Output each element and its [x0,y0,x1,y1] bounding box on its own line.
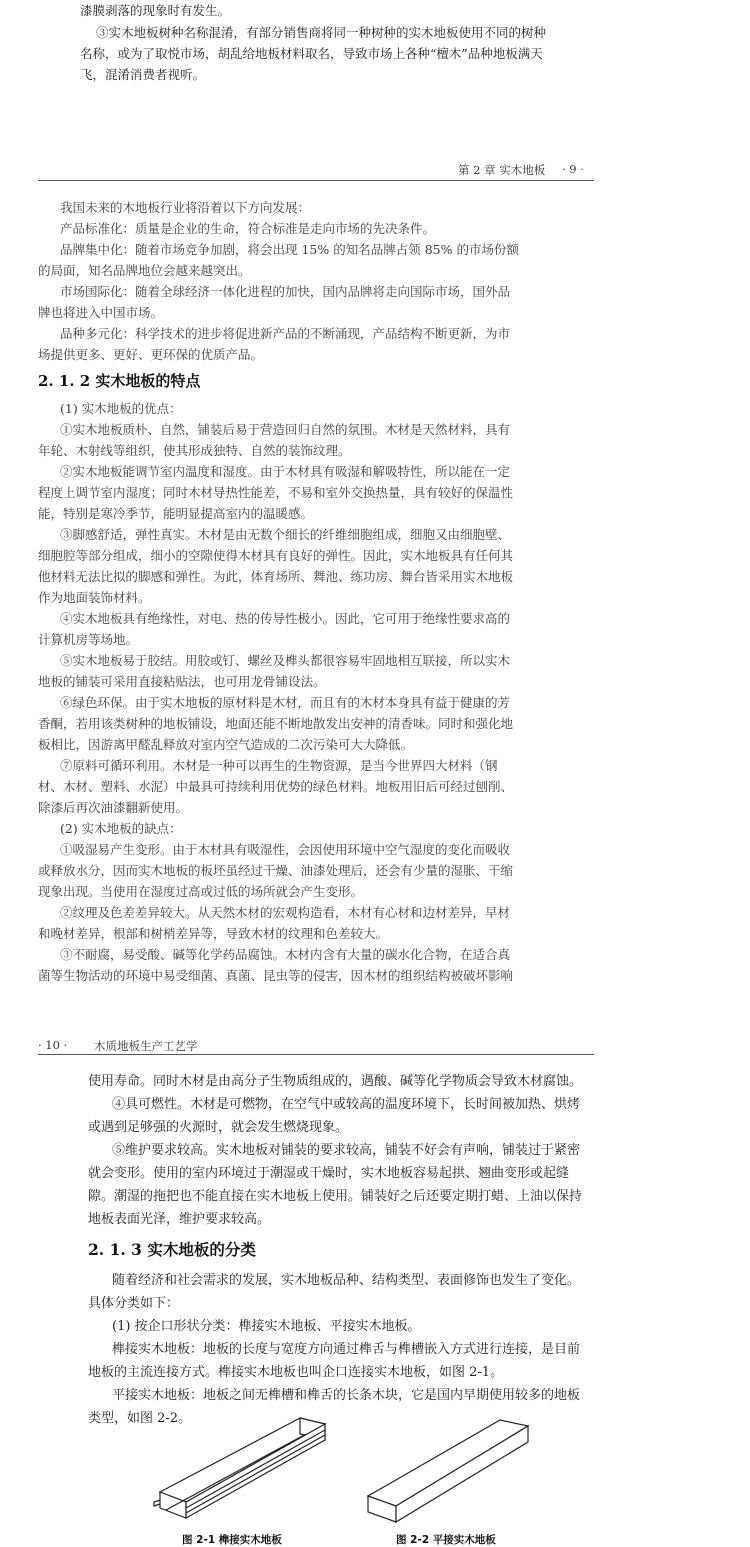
text-line: 随着经济和社会需求的发展，实木地板品种、结构类型、表面修饰也发生了变化。 [112,1273,581,1288]
section-heading: 2. 1. 2 实木地板的特点 [38,372,201,390]
header-rule [38,1054,594,1055]
running-header-chapter: 第 2 章 实木地板 [458,163,546,177]
text-line: 榫接实木地板：地板的长度与宽度方向通过榫舌与榫槽嵌入方式进行连接，是目前 [112,1342,581,1357]
text-line: ⑤实木地板易于胶结。用胶或钉、螺丝及榫头都很容易牢固地相互联接，所以实木 [60,653,511,668]
text-line: 使用寿命。同时木材是由高分子生物质组成的，遇酸、碱等化学物质会导致木材腐蚀。 [88,1074,583,1089]
text-line: (1) 实木地板的优点： [60,401,182,416]
page-number: · 10 · [38,1038,68,1052]
text-line: 隙。潮湿的拖把也不能直接在实木地板上使用。铺装好之后还要定期打蜡、上油以保持 [88,1189,583,1204]
figure-flat-board [360,1410,580,1525]
text-line: 现象出现。当使用在湿度过高或过低的场所就会产生变形。 [38,884,364,899]
figure-caption: 图 2-1 榫接实木地板 [182,1534,282,1546]
text-line: ③不耐腐，易受酸、碱等化学药品腐蚀。木材内含有大量的碳水化合物，在适合真 [60,947,511,962]
text-line: 产品标准化：质量是企业的生命，符合标准是走向市场的先决条件。 [60,221,436,236]
text-line: 漆膜剥落的现象时有发生。 [80,3,231,18]
text-line: 程度上调节室内湿度；同时木材导热性能差，不易和室外交换热量，具有较好的保温性 [38,485,514,500]
text-line: 就会变形。使用的室内环境过于潮湿或干燥时，实木地板容易起拱、翘曲变形或起缝 [88,1166,570,1181]
text-line: 他材料无法比拟的脚感和弹性。为此，体育场所、舞池、练功房、舞台皆采用实木地板 [38,569,514,584]
text-line: 计算机房等场地。 [38,632,139,647]
text-line: 细胞腔等部分组成，细小的空隙使得木材具有良好的弹性。因此，实木地板具有任何其 [38,548,514,563]
text-line: ④具可燃性。木材是可燃物，在空气中或较高的温度环境下，长时间被加热、烘烤 [112,1097,581,1112]
text-line: ⑤维护要求较高。实木地板对铺装的要求较高，铺装不好会有声响，铺装过于紧密 [112,1143,581,1158]
text-line: (2) 实木地板的缺点： [60,821,182,836]
text-line: 类型，如图 2-2。 [88,1411,192,1426]
text-line: ③脚感舒适，弹性真实。木材是由无数个细长的纤维细胞组成，细胞又由细胞壁、 [60,527,511,542]
text-line: 菌等生物活动的环境中易受细菌、真菌、昆虫等的侵害，因木材的组织结构被破坏影响 [38,968,514,983]
text-line: 飞，混淆消费者视听。 [80,67,206,82]
running-header-title: 木质地板生产工艺学 [94,1039,198,1053]
text-line: ③实木地板树种名称混淆，有部分销售商将同一种树种的实木地板使用不同的树种 [96,25,547,40]
text-line: 板相比，因游离甲醛乱释放对室内空气造成的二次污染可大大降低。 [38,737,414,752]
text-line: 品种多元化：科学技术的进步将促进新产品的不断涌现，产品结构不断更新，为市 [60,326,511,341]
text-line: 平接实木地板：地板之间无榫槽和榫舌的长条木块，它是国内早期使用较多的地板 [112,1388,581,1403]
text-line: 地板表面光泽，维护要求较高。 [88,1212,271,1227]
text-line: 香酮，若用该类树种的地板铺设，地面还能不断地散发出安神的清香味。同时和强化地 [38,716,514,731]
text-line: 或释放水分，因而实木地板的板坯虽经过干燥、油漆处理后，还会有少量的湿胀、干缩 [38,863,514,878]
text-line: 年轮、木射线等组织，使其形成独特、自然的装饰纹理。 [38,443,351,458]
header-rule [38,180,594,181]
text-line: ④实木地板具有绝缘性，对电、热的传导性极小。因此，它可用于绝缘性要求高的 [60,611,511,626]
text-line: 作为地面装饰材料。 [38,590,151,605]
text-line: (1) 按企口形状分类：榫接实木地板、平接实木地板。 [112,1319,421,1334]
text-line: 名称，或为了取悦市场，胡乱给地板材料取名，导致市场上各种“檀木”品种地板满天 [80,46,543,61]
text-line: 和晚材差异，根部和树梢差异等，导致木材的纹理和色差较大。 [38,926,389,941]
figure-tongue-groove-board [150,1410,370,1525]
text-line: 具体分类如下： [88,1296,180,1311]
section-heading: 2. 1. 3 实木地板的分类 [88,1240,256,1259]
text-line: 市场国际化：随着全球经济一体化进程的加快，国内品牌将走向国际市场，国外品 [60,284,511,299]
text-line: 地板的主流连接方式。榫接实木地板也叫企口连接实木地板，如图 2-1。 [88,1365,504,1380]
text-line: 的局面，知名品牌地位会越来越突出。 [38,263,251,278]
text-line: 或遇到足够强的火源时，就会发生燃烧现象。 [88,1120,349,1135]
text-line: ⑥绿色环保。由于实木地板的原材料是木材，而且有的木材本身具有益于健康的芳 [60,695,511,710]
text-line: 品牌集中化：随着市场竞争加剧，将会出现 15% 的知名品牌占领 85% 的市场份额 [60,242,519,257]
text-line: ②实木地板能调节室内温度和湿度。由于木材具有吸湿和解吸特性，所以能在一定 [60,464,511,479]
text-line: 能，特别是寒冷季节，能明显提高室内的温暖感。 [38,506,314,521]
text-line: ②纹理及色差差异较大。从天然木材的宏观构造看，木材有心材和边材差异，早材 [60,905,511,920]
figure-caption: 图 2-2 平接实木地板 [396,1534,496,1546]
text-line: 材、木材、塑料、水泥）中最具可持续利用优势的绿色材料。地板用旧后可经过刨削、 [38,779,514,794]
text-line: ①吸湿易产生变形。由于木材具有吸湿性，会因使用环境中空气湿度的变化而吸收 [60,842,511,857]
text-line: ①实木地板质朴、自然，铺装后易于营造回归自然的氛围。木材是天然材料，具有 [60,422,511,437]
text-line: 除漆后再次油漆翻新使用。 [38,800,189,815]
text-line: 牌也将进入中国市场。 [38,305,164,320]
text-line: 地板的铺装可采用直接粘贴法，也可用龙骨铺设法。 [38,674,326,689]
text-line: ⑦原料可循环利用。木材是一种可以再生的生物资源，是当今世界四大材料（钢 [60,758,498,773]
page-number: · 9 · [562,162,584,176]
text-line: 我国未来的木地板行业将沿着以下方向发展： [60,200,311,215]
text-line: 场提供更多、更好、更环保的优质产品。 [38,347,264,362]
